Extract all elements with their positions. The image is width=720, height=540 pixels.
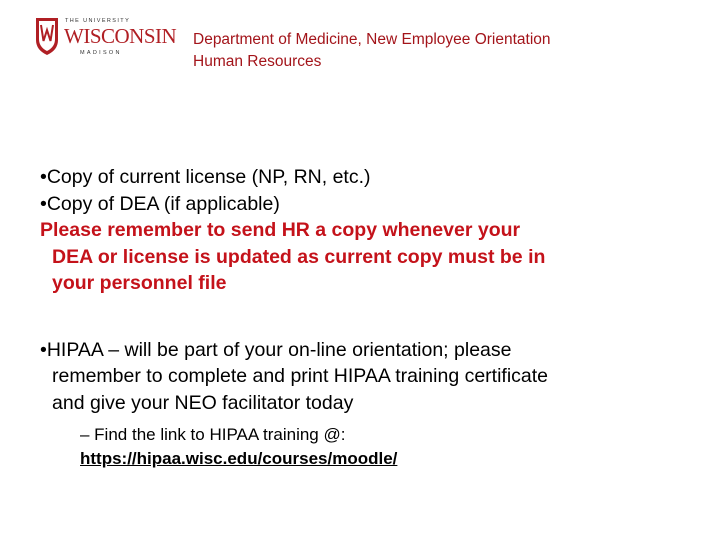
logo-sub-text: MADISON bbox=[80, 50, 122, 56]
spacer bbox=[40, 297, 680, 337]
header-line-2: Human Resources bbox=[193, 53, 322, 70]
bullet-hipaa: •HIPAA – will be part of your on-line orientation; please bbox=[40, 338, 512, 361]
reminder-line-1: Please remember to send HR a copy whenever your bbox=[40, 219, 521, 241]
logo-name: WISCONSIN bbox=[64, 24, 177, 48]
hipaa-link-label: – Find the link to HIPAA training @: bbox=[80, 425, 346, 444]
hipaa-line-2: remember to complete and print HIPAA training certificate bbox=[52, 365, 549, 387]
page-header bbox=[193, 29, 551, 73]
header-line-1: Department of Medicine, New Employee Orientation bbox=[193, 31, 551, 48]
bullet-license: •Copy of current license (NP, RN, etc.) bbox=[40, 166, 371, 188]
slide-content bbox=[40, 164, 680, 471]
reminder-line-3: your personnel file bbox=[52, 272, 227, 294]
logo-top-text: THE UNIVERSITY bbox=[65, 18, 131, 24]
university-logo bbox=[34, 14, 177, 60]
hipaa-line-3: and give your NEO facilitator today bbox=[52, 391, 354, 414]
uw-crest-icon bbox=[34, 16, 60, 56]
hipaa-training-link[interactable]: https://hipaa.wisc.edu/courses/moodle/ bbox=[80, 449, 398, 468]
hipaa-sub-item bbox=[40, 423, 680, 471]
reminder-line-2: DEA or license is updated as current copy must be in bbox=[52, 245, 546, 268]
bullet-dea: •Copy of DEA (if applicable) bbox=[40, 192, 280, 215]
